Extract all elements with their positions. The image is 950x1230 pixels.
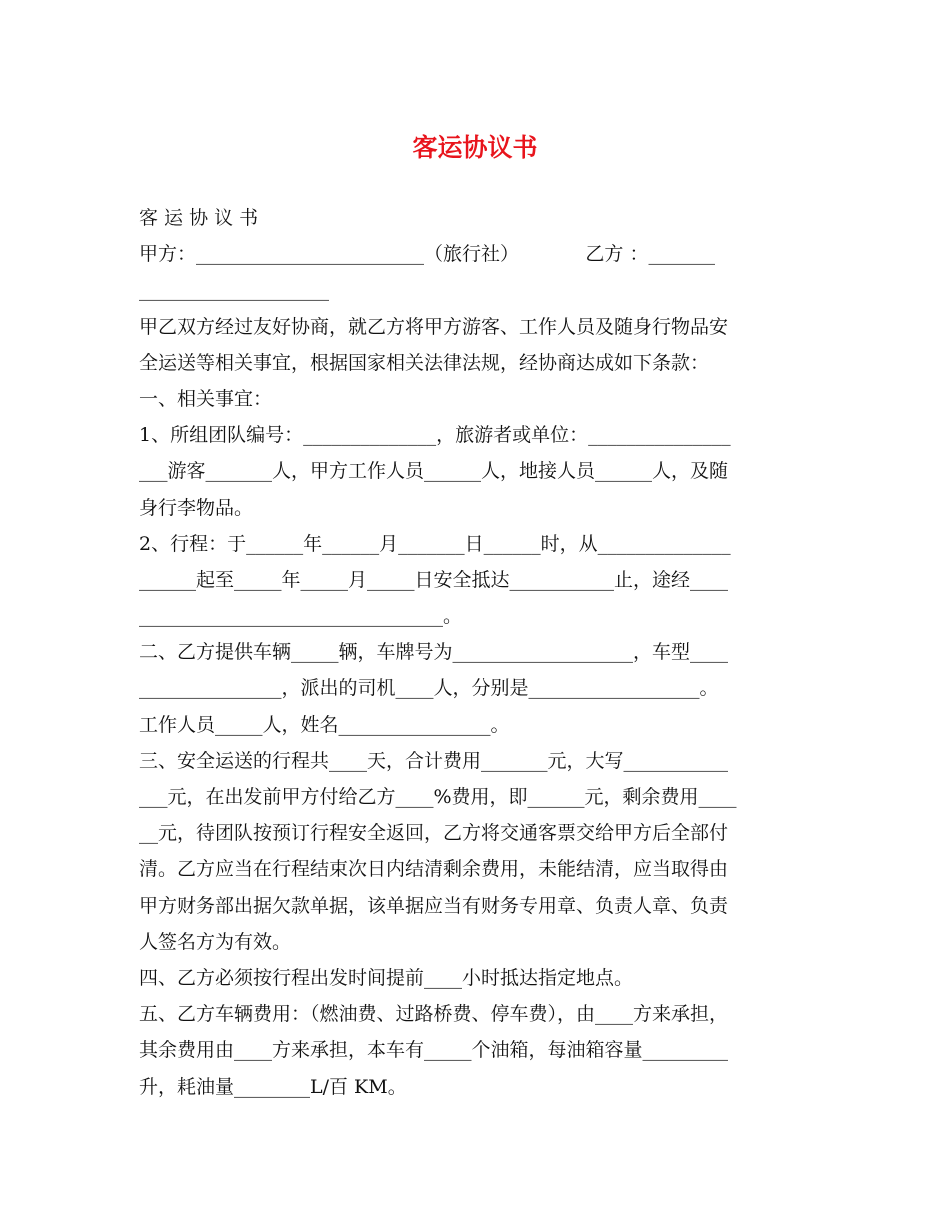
clause-line: 其余费用由____方来承担，本车有_____个油箱，每油箱容量_________: [139, 1039, 729, 1062]
subtitle-line: 客 运 协 议 书: [139, 207, 259, 229]
clause-line: ___元，在出发前甲方付给乙方____%费用，即______元，剩余费用____: [139, 786, 737, 808]
intro-line: 全运送等相关事宜，根据国家相关法律法规，经协商达成如下条款：: [139, 351, 710, 374]
clause-line: 人签名方为有效。: [139, 930, 292, 953]
clause-line: 工作人员_____人，姓名________________。: [139, 713, 510, 736]
section-heading: 一、相关事宜：: [139, 387, 273, 410]
clause-line: 甲方财务部出据欠款单据，该单据应当有财务专用章、负责人章、负责: [139, 894, 729, 917]
clause-line: 清。乙方应当在行程结束次日内结清剩余费用，未能结清，应当取得由: [139, 858, 729, 881]
clause-line: __元，待团队按预订行程安全返回，乙方将交通客票交给甲方后全部付: [139, 822, 729, 845]
clause-line: ________________________________。: [139, 605, 463, 628]
clause-line: 四、乙方必须按行程出发时间提前____小时抵达指定地点。: [139, 966, 634, 989]
clause-line: 三、安全运送的行程共____天，合计费用_______元，大写___________: [139, 749, 729, 772]
clause-line: 二、乙方提供车辆_____辆，车牌号为___________________，车型____: [139, 641, 729, 664]
clause-line: 1、所组团队编号：______________，旅游者或单位：_______________: [139, 424, 731, 447]
clause-line: ______起至_____年_____月_____日安全抵达___________止，途经____: [139, 568, 729, 591]
intro-line: 甲乙双方经过友好协商，就乙方将甲方游客、工作人员及随身行物品安: [139, 315, 729, 338]
party-b-blank-line: ____________________: [139, 279, 329, 302]
clause-line: 五、乙方车辆费用：（燃油费、过路桥费、停车费），由____方来承担，: [139, 1003, 729, 1026]
document-body: [139, 200, 817, 1105]
clause-line: _______________，派出的司机____人，分别是__________________。: [139, 677, 719, 700]
party-a-line: 甲方：________________________（旅行社） 乙方 ：_______: [139, 243, 715, 266]
clause-line: 身行李物品。: [139, 496, 254, 519]
clause-line: ___游客_______人，甲方工作人员______人，地接人员______人，及随: [139, 460, 729, 483]
clause-line: 2、行程：于______年______月_______日______时，从______________: [139, 532, 731, 555]
clause-line: 升，耗油量________L/百 KM。: [139, 1075, 407, 1098]
document-title: 客运协议书: [412, 133, 538, 162]
